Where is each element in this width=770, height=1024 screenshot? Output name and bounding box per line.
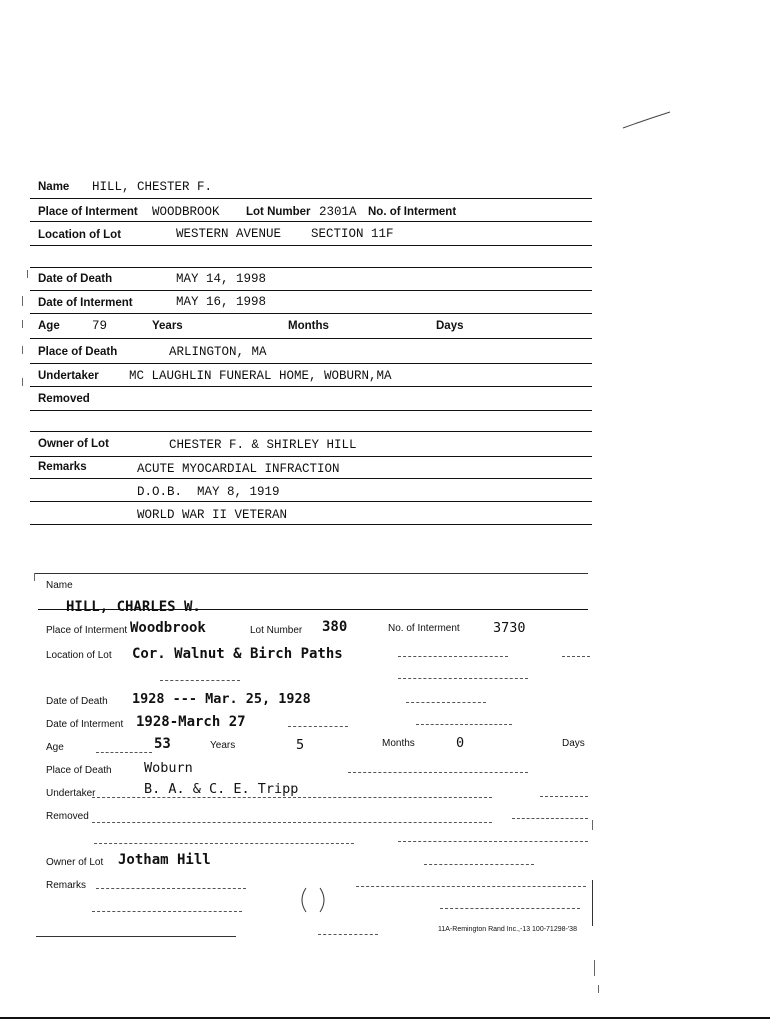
location-of-lot-label: Location of Lot [38,229,122,241]
divider [30,363,592,364]
margin-mark [598,985,599,993]
margin-mark [22,378,23,386]
years-label: Years [210,740,236,751]
owner-of-lot-label: Owner of Lot [38,438,109,450]
page-bottom-line [0,1017,770,1019]
faint-line [348,772,528,773]
place-of-death-label: Place of Death [46,765,112,776]
interment-number-label: No. of Interment [368,206,457,218]
divider [38,609,588,610]
place-of-interment-label: Place of Interment [46,625,128,636]
faint-line [398,678,528,679]
divider [30,198,592,199]
date-of-interment-value: 1928-March 27 [136,714,246,730]
location-of-lot-value: Cor. Walnut & Birch Paths [132,646,343,662]
divider [30,221,592,222]
date-of-death-value: MAY 14, 1998 [176,272,267,286]
remarks-label: Remarks [46,880,87,891]
faint-line [356,886,586,887]
place-of-interment-value: Woodbrook [130,620,206,636]
age-label: Age [38,320,60,332]
margin-mark [22,296,23,306]
divider [30,290,592,291]
lot-number-value: 2301A [319,205,357,219]
date-of-death-label: Date of Death [38,273,113,285]
card-top-edge [34,573,588,574]
years-label: Years [152,320,183,332]
undertaker-label: Undertaker [46,788,96,799]
remarks-label: Remarks [38,461,87,473]
date-of-interment-label: Date of Interment [38,297,133,309]
card-corner-mark [34,573,35,581]
remarks-line-3: WORLD WAR II VETERAN [137,508,288,522]
card-edge-mark [592,880,593,926]
undertaker-value: MC LAUGHLIN FUNERAL HOME, WOBURN,MA [129,369,392,383]
removed-label: Removed [46,811,89,822]
name-value: HILL, CHESTER F. [92,180,213,194]
divider [30,524,592,525]
lot-number-label: Lot Number [246,206,311,218]
faint-line [440,908,580,909]
months-label: Months [288,320,329,332]
removed-label: Removed [38,393,90,405]
faint-line [398,656,508,657]
date-of-death-value: 1928 --- Mar. 25, 1928 [132,691,311,707]
divider [30,456,592,457]
interment-number-value: 3730 [493,620,526,636]
name-value: HILL, CHARLES W. [66,599,201,615]
undertaker-value: B. A. & C. E. Tripp [144,781,299,797]
age-years-value: 53 [154,736,171,752]
divider [30,386,592,387]
place-of-death-value: ARLINGTON, MA [169,345,267,359]
date-of-interment-label: Date of Interment [46,719,124,730]
date-of-interment-value: MAY 16, 1998 [176,295,267,309]
faint-line [406,702,486,703]
divider [30,431,592,432]
divider [30,245,592,246]
card-bottom-edge [36,936,236,937]
margin-mark [27,270,28,278]
interment-number-label: No. of Interment [388,623,460,634]
divider [30,338,592,339]
place-of-death-value: Woburn [144,760,193,776]
faint-line [92,822,492,823]
faint-line [540,796,588,797]
days-label: Days [562,738,585,749]
days-label: Days [436,320,464,332]
margin-mark [22,346,23,354]
age-label: Age [46,742,64,753]
remarks-line-1: ACUTE MYOCARDIAL INFRACTION [137,462,340,476]
place-of-interment-value: WOODBROOK [152,205,220,219]
pen-mark [620,108,675,133]
months-label: Months [382,738,415,749]
age-days-value: 0 [456,735,465,751]
lot-number-label: Lot Number [250,625,303,636]
location-of-lot-value: WESTERN AVENUE SECTION 11F [176,227,394,241]
divider [30,410,592,411]
divider [30,501,592,502]
faint-line [96,752,152,753]
faint-line [424,864,534,865]
punch-hole-mark [296,884,336,916]
margin-mark [22,320,23,328]
remarks-line-2: D.O.B. MAY 8, 1919 [137,485,280,499]
faint-line [512,818,588,819]
faint-line [398,841,588,842]
faint-line [160,680,240,681]
lot-number-value: 380 [322,619,348,635]
card-edge-mark [592,820,593,830]
faint-line [288,726,348,727]
date-of-death-label: Date of Death [46,696,108,707]
place-of-death-label: Place of Death [38,346,118,358]
place-of-interment-label: Place of Interment [38,206,138,218]
margin-mark [594,960,595,976]
faint-line [92,911,242,912]
owner-of-lot-value: CHESTER F. & SHIRLEY HILL [169,438,357,452]
location-of-lot-label: Location of Lot [46,650,112,661]
age-value: 79 [92,319,108,333]
faint-line [416,724,512,725]
faint-line [318,934,378,935]
divider [30,478,592,479]
divider [30,267,592,268]
age-months-value: 5 [296,737,305,753]
divider [30,313,592,314]
form-code: 11A-Remington Rand Inc.,-13 100-71298-'38 [438,926,577,933]
faint-line [562,656,590,657]
undertaker-label: Undertaker [38,370,99,382]
name-label: Name [46,580,73,591]
name-label: Name [38,181,70,193]
faint-line [92,797,492,798]
owner-of-lot-value: Jotham Hill [118,852,211,868]
faint-line [94,843,354,844]
faint-line [96,888,246,889]
owner-of-lot-label: Owner of Lot [46,857,104,868]
